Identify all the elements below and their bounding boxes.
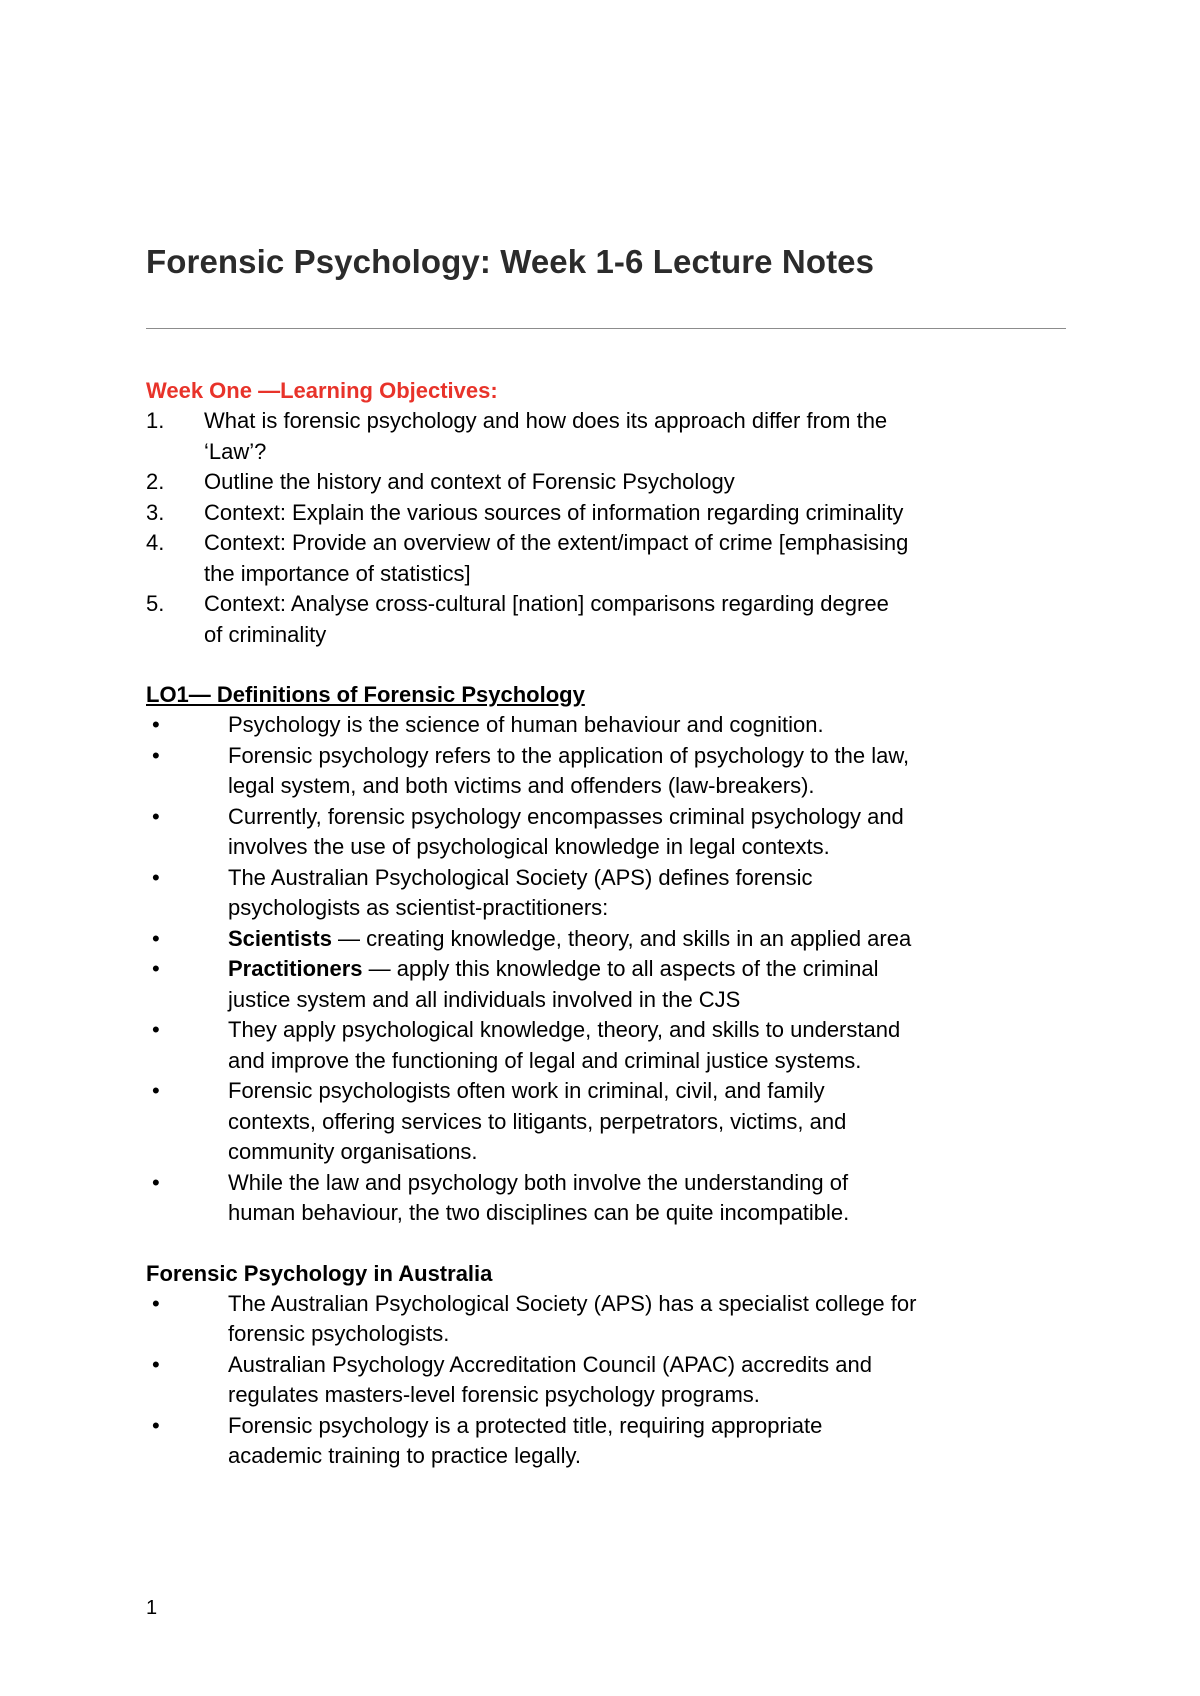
objective-item — [146, 589, 1066, 650]
document-title: Forensic Psychology: Week 1-6 Lecture Notes — [146, 243, 875, 280]
objective-number: 3. — [146, 499, 165, 525]
objective-item — [146, 406, 1066, 467]
australia-bullet-item — [146, 1289, 1066, 1350]
bullet-icon: • — [152, 1078, 160, 1103]
objective-text: Outline the history and context of Forensic Psychology — [204, 469, 735, 494]
bullet-icon: • — [152, 925, 160, 951]
bullet-term: Practitioners — [228, 956, 363, 981]
objective-number: 1. — [146, 408, 165, 433]
bullet-icon: • — [152, 956, 160, 981]
title-divider — [146, 328, 1066, 329]
objective-number: 2. — [146, 469, 165, 494]
australia-heading: Forensic Psychology in Australia — [146, 1260, 493, 1286]
objectives-list — [146, 406, 1066, 650]
bullet-text: Forensic psychologists often work in criminal, civil, and family contexts, offering services to litigants, perpetrators, victims, and community organisations. — [228, 1078, 847, 1164]
lo1-bullet-item — [146, 863, 1066, 924]
objective-text: What is forensic psychology and how does its approach differ from the ‘Law’? — [204, 408, 888, 464]
lo1-bullet-item — [146, 1015, 1066, 1076]
bullet-icon: • — [152, 742, 160, 768]
australia-bullet-item — [146, 1411, 1066, 1472]
bullet-icon: • — [152, 1290, 160, 1316]
bullet-text: They apply psychological knowledge, theory, and skills to understand and improve the functioning of legal and criminal justice systems. — [228, 1017, 901, 1073]
spacer — [146, 1229, 1066, 1259]
bullet-icon: • — [152, 1017, 160, 1042]
objective-item — [146, 498, 1066, 529]
australia-bullet-list — [146, 1289, 1066, 1472]
bullet-text: Psychology is the science of human behaviour and cognition. — [228, 712, 824, 737]
bullet-text: While the law and psychology both involve the understanding of human behaviour, the two disciplines can be quite incompatible. — [228, 1169, 850, 1225]
lo1-bullet-item — [146, 1076, 1066, 1168]
objective-number: 4. — [146, 530, 165, 555]
bullet-text: Scientists — creating knowledge, theory, and skills in an applied area — [228, 925, 912, 951]
lo1-bullet-item — [146, 802, 1066, 863]
objective-text: Context: Analyse cross-cultural [nation] comparisons regarding degree of criminality — [204, 591, 889, 647]
lo1-heading: LO1— Definitions of Forensic Psychology — [146, 682, 585, 707]
lo1-bullet-item — [146, 741, 1066, 802]
bullet-icon: • — [152, 1169, 160, 1195]
bullet-icon: • — [152, 1412, 160, 1438]
page-number: 1 — [146, 1597, 158, 1619]
week-one-heading: Week One —Learning Objectives: — [146, 378, 498, 403]
bullet-text: The Australian Psychological Society (APS) has a specialist college for forensic psychologists. — [228, 1290, 917, 1346]
bullet-text: Practitioners — apply this knowledge to all aspects of the criminal justice system and all individuals involved in the CJS — [228, 956, 879, 1012]
lo1-bullet-list — [146, 710, 1066, 1229]
bullet-icon: • — [152, 803, 160, 829]
bullet-text: Australian Psychology Accreditation Council (APAC) accredits and regulates masters-level forensic psychology programs. — [228, 1351, 873, 1407]
bullet-icon: • — [152, 712, 160, 737]
page-content — [146, 240, 1066, 1472]
bullet-text: Currently, forensic psychology encompasses criminal psychology and involves the use of psychological knowledge in legal contexts. — [228, 803, 904, 859]
bullet-icon: • — [152, 864, 160, 890]
objective-item — [146, 467, 1066, 498]
objective-item — [146, 528, 1066, 589]
objective-text: Context: Explain the various sources of information regarding criminality — [204, 499, 904, 525]
lo1-bullet-item — [146, 710, 1066, 741]
bullet-text: Forensic psychology refers to the application of psychology to the law, legal system, and both victims and offenders (law-breakers). — [228, 742, 910, 798]
australia-bullet-item — [146, 1350, 1066, 1411]
lo1-bullet-item — [146, 1168, 1066, 1229]
bullet-text: Forensic psychology is a protected title, requiring appropriate academic training to practice legally. — [228, 1412, 823, 1468]
lo1-bullet-item — [146, 954, 1066, 1015]
spacer — [146, 650, 1066, 680]
lo1-bullet-item — [146, 924, 1066, 955]
bullet-term: Scientists — [228, 925, 332, 951]
objective-text: Context: Provide an overview of the extent/impact of crime [emphasising the importance of statistics] — [204, 530, 909, 586]
bullet-text: The Australian Psychological Society (APS) defines forensic psychologists as scientist-practitioners: — [228, 864, 813, 920]
objective-number: 5. — [146, 591, 165, 616]
bullet-icon: • — [152, 1351, 160, 1377]
